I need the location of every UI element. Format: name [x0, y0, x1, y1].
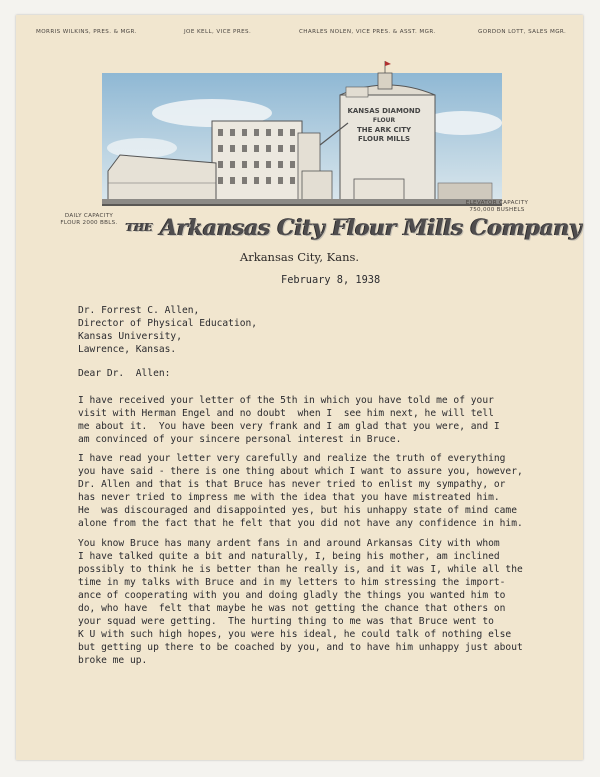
letterhead-city: Arkansas City, Kans.	[239, 250, 360, 264]
letter-date: February 8, 1938	[281, 274, 381, 286]
sign-line-flour-mills: FLOUR MILLS	[358, 135, 410, 143]
officer-vice-president: JOE KELL, VICE PRES.	[184, 29, 252, 35]
paragraph-line: but getting up there to be coached by you, and to have him unhappy just about	[78, 642, 523, 653]
paragraph-line: I have received your letter of the 5th in which you have told me of your	[78, 395, 494, 406]
paragraph-line: your squad were getting. The hurting thing to me was that Bruce went to	[78, 616, 494, 627]
paragraph-line: do, who have felt that maybe he was not getting the chance that others on	[78, 603, 506, 614]
company-prefix: THE	[126, 221, 153, 234]
paragraph-line: time in my talks with Bruce and in my letters to him stressing the import-	[78, 577, 506, 588]
paragraph-line: possibly to think he is better than he really is, and it was I, while all the	[78, 564, 523, 575]
daily-capacity-label: DAILY CAPACITY	[64, 213, 114, 219]
sign-line-flour: FLOUR	[372, 117, 396, 124]
sign-line-ark-city: THE ARK CITY	[356, 126, 412, 134]
paragraph-3	[78, 537, 548, 667]
daily-capacity-value: FLOUR 2000 BBLS.	[60, 220, 118, 226]
recipient-address	[78, 304, 257, 356]
paragraph-line: me about it. You have been very frank and I am glad that you were, and I	[78, 421, 500, 432]
salutation: Dear Dr. Allen:	[78, 368, 171, 379]
flour-mill-illustration	[102, 53, 502, 213]
elevator-capacity-label: ELEVATOR CAPACITY	[465, 200, 529, 206]
daily-capacity	[54, 213, 124, 227]
paragraph-line: am convinced of your sincere personal interest in Bruce.	[78, 434, 402, 445]
company-name: Arkansas City Flour Mills Company	[160, 215, 582, 241]
recipient-line: Director of Physical Education,	[78, 318, 258, 329]
officer-vice-president-asst-manager: CHARLES NOLEN, VICE PRES. & ASST. MGR.	[299, 29, 436, 35]
paragraph-line: Dr. Allen and that is that Bruce has never tried to enlist my sympathy, or	[78, 479, 506, 490]
paragraph-line: broke me up.	[78, 655, 148, 666]
letter-page	[16, 15, 583, 760]
paragraph-line: visit with Herman Engel and no doubt when I see him next, he will tell	[78, 408, 494, 419]
sign-line-kansas-diamond: KANSAS DIAMOND	[347, 107, 421, 115]
paragraph-line: has never tried to impress me with the idea that you have mistreated him.	[78, 492, 500, 503]
paragraph-2	[78, 452, 548, 530]
recipient-line: Lawrence, Kansas.	[78, 344, 177, 355]
officer-president: MORRIS WILKINS, PRES. & MGR.	[36, 29, 137, 35]
paragraph-line: He was discouraged and disappointed yes, but his unhappy state of mind came	[78, 505, 517, 516]
elevator-capacity-value: 750,000 BUSHELS	[469, 207, 525, 213]
paragraph-line: I have read your letter very carefully and realize the truth of everything	[78, 453, 506, 464]
company-logo-title	[126, 215, 582, 241]
recipient-line: Kansas University,	[78, 331, 182, 342]
paragraph-line: You know Bruce has many ardent fans in and around Arkansas City with whom	[78, 538, 500, 549]
officer-sales-manager: GORDON LOTT, SALES MGR.	[478, 29, 567, 35]
paragraph-line: you have said - there is one thing about which I want to assure you, however,	[78, 466, 523, 477]
paragraph-line: alone from the fact that he felt that you did not have any confidence in him.	[78, 518, 523, 529]
paragraph-line: K U with such high hopes, you were his ideal, he could talk of nothing else	[78, 629, 512, 640]
elevator-capacity	[452, 200, 542, 214]
paragraph-1	[78, 394, 548, 446]
recipient-line: Dr. Forrest C. Allen,	[78, 305, 200, 316]
paragraph-line: ance of cooperating with you and doing gladly the things you wanted him to	[78, 590, 506, 601]
paragraph-line: I have talked quite a bit and naturally, I, being his mother, am inclined	[78, 551, 500, 562]
